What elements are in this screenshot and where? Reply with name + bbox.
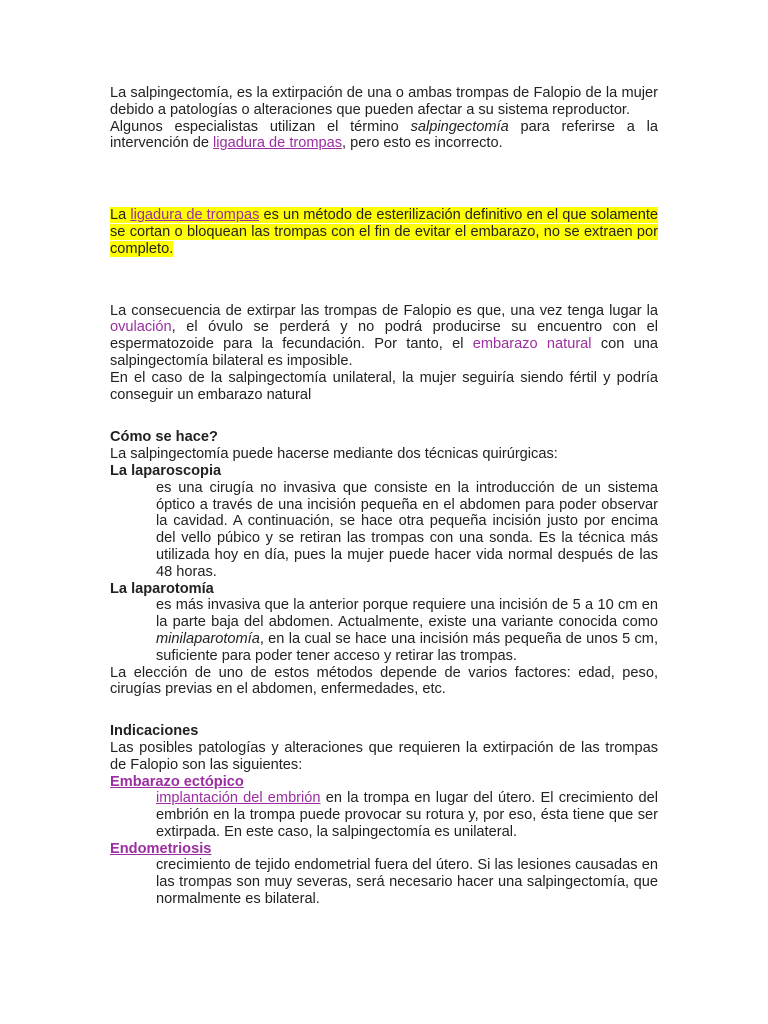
- text-run: con una salpingectomía bilateral es imposible.: [110, 336, 658, 369]
- link-embarazo-ectopico[interactable]: Embarazo ectópico: [110, 773, 244, 790]
- link-ovulacion[interactable]: ovulación: [110, 319, 172, 336]
- laparoscopia-text: es una cirugía no invasiva que consiste en la introducción de un sistema óptico a través de una incisión pequeña en el abdomen para poder observar la cavidad. A continuación, se hace otra pequeña incisión justo por encima del vello púbico y se retiran las trompas con una sonda. Es la técnica más utilizada hoy en día, pues la mujer puede hacer vida normal después de las 48 horas.: [156, 479, 658, 580]
- spacer: [110, 698, 658, 723]
- text-run: , en la cual se hace una incisión más pequeña de unos 5 cm, suficiente para poder tener acceso y retirar las trompas.: [156, 630, 658, 664]
- term-salpingectomia: salpingectomía: [410, 118, 509, 135]
- term-minilaparotomia: minilaparotomía: [156, 630, 260, 647]
- highlighted-paragraph: [110, 207, 658, 257]
- link-endometriosis[interactable]: Endometriosis: [110, 840, 212, 857]
- text-run: es un método de esterilización definitivo en el que solamente se cortan o bloquean las trompas con el fin de evitar el embarazo, no se extraen por completo.: [110, 207, 658, 257]
- text-run: en la trompa en lugar del útero. El crecimiento del embrión en la trompa puede provocar su rotura y, por eso, ésta tiene que ser extirpada. En este caso, la salpingectomía es unilateral.: [156, 790, 658, 840]
- link-embarazo-natural[interactable]: embarazo natural: [472, 336, 592, 353]
- endometriosis-text: crecimiento de tejido endometrial fuera del útero. Si las lesiones causadas en las trompas son muy severas, será necesario hacer una salpingectomía, que normalmente es bilateral.: [156, 857, 658, 908]
- text-run: La: [110, 207, 131, 224]
- text-run: es más invasiva que la anterior porque requiere una incisión de 5 a 10 cm en la parte baja del abdomen. Actualmente, existe una variante conocida como: [156, 597, 658, 631]
- text-run: , pero esto es incorrecto.: [342, 135, 503, 152]
- document-body: [110, 85, 658, 908]
- text-run: para referirse a la intervención de: [110, 118, 658, 152]
- laparotomia-text: [110, 597, 658, 664]
- como-intro: La salpingectomía puede hacerse mediante dos técnicas quirúrgicas:: [110, 446, 558, 463]
- spacer: [110, 152, 658, 207]
- consequence-paragraph-2: En el caso de la salpingectomía unilateral, la mujer seguiría siendo fértil y podría conseguir un embarazo natural: [110, 369, 658, 403]
- spacer: [110, 258, 658, 303]
- indicaciones-intro: Las posibles patologías y alteraciones que requieren la extirpación de las trompas de Falopio son las siguientes:: [110, 739, 658, 773]
- text-run: , el óvulo se perderá y no podrá producirse su encuentro con el espermatozoide para la fecundación. Por tanto, el: [110, 319, 658, 353]
- link-ligadura-de-trompas[interactable]: ligadura de trompas: [213, 135, 343, 152]
- subheading-laparoscopia: La laparoscopia: [110, 462, 222, 479]
- ectopico-text: [110, 790, 658, 840]
- section-heading-indicaciones: Indicaciones: [110, 723, 199, 740]
- text-run: La consecuencia de extirpar las trompas de Falopio es que, una vez tenga lugar la: [110, 302, 658, 319]
- choice-paragraph: La elección de uno de estos métodos depende de varios factores: edad, peso, cirugías previas en el abdomen, enfermedades, etc.: [110, 664, 658, 698]
- text-run: Algunos especialistas utilizan el término: [110, 118, 411, 135]
- link-ligadura-de-trompas-2[interactable]: ligadura de trompas: [130, 207, 260, 224]
- consequence-paragraph: [110, 303, 658, 370]
- intro-paragraph: La salpingectomía, es la extirpación de una o ambas trompas de Falopio de la mujer debido a patologías o alteraciones que pueden afectar a su sistema reproductor.: [110, 85, 658, 118]
- subheading-laparotomia: La laparotomía: [110, 580, 214, 597]
- spacer: [110, 403, 658, 429]
- intro-paragraph-2: [110, 119, 658, 153]
- link-implantacion-del-embrion[interactable]: implantación del embrión: [156, 790, 321, 807]
- section-heading-como: Cómo se hace?: [110, 429, 218, 446]
